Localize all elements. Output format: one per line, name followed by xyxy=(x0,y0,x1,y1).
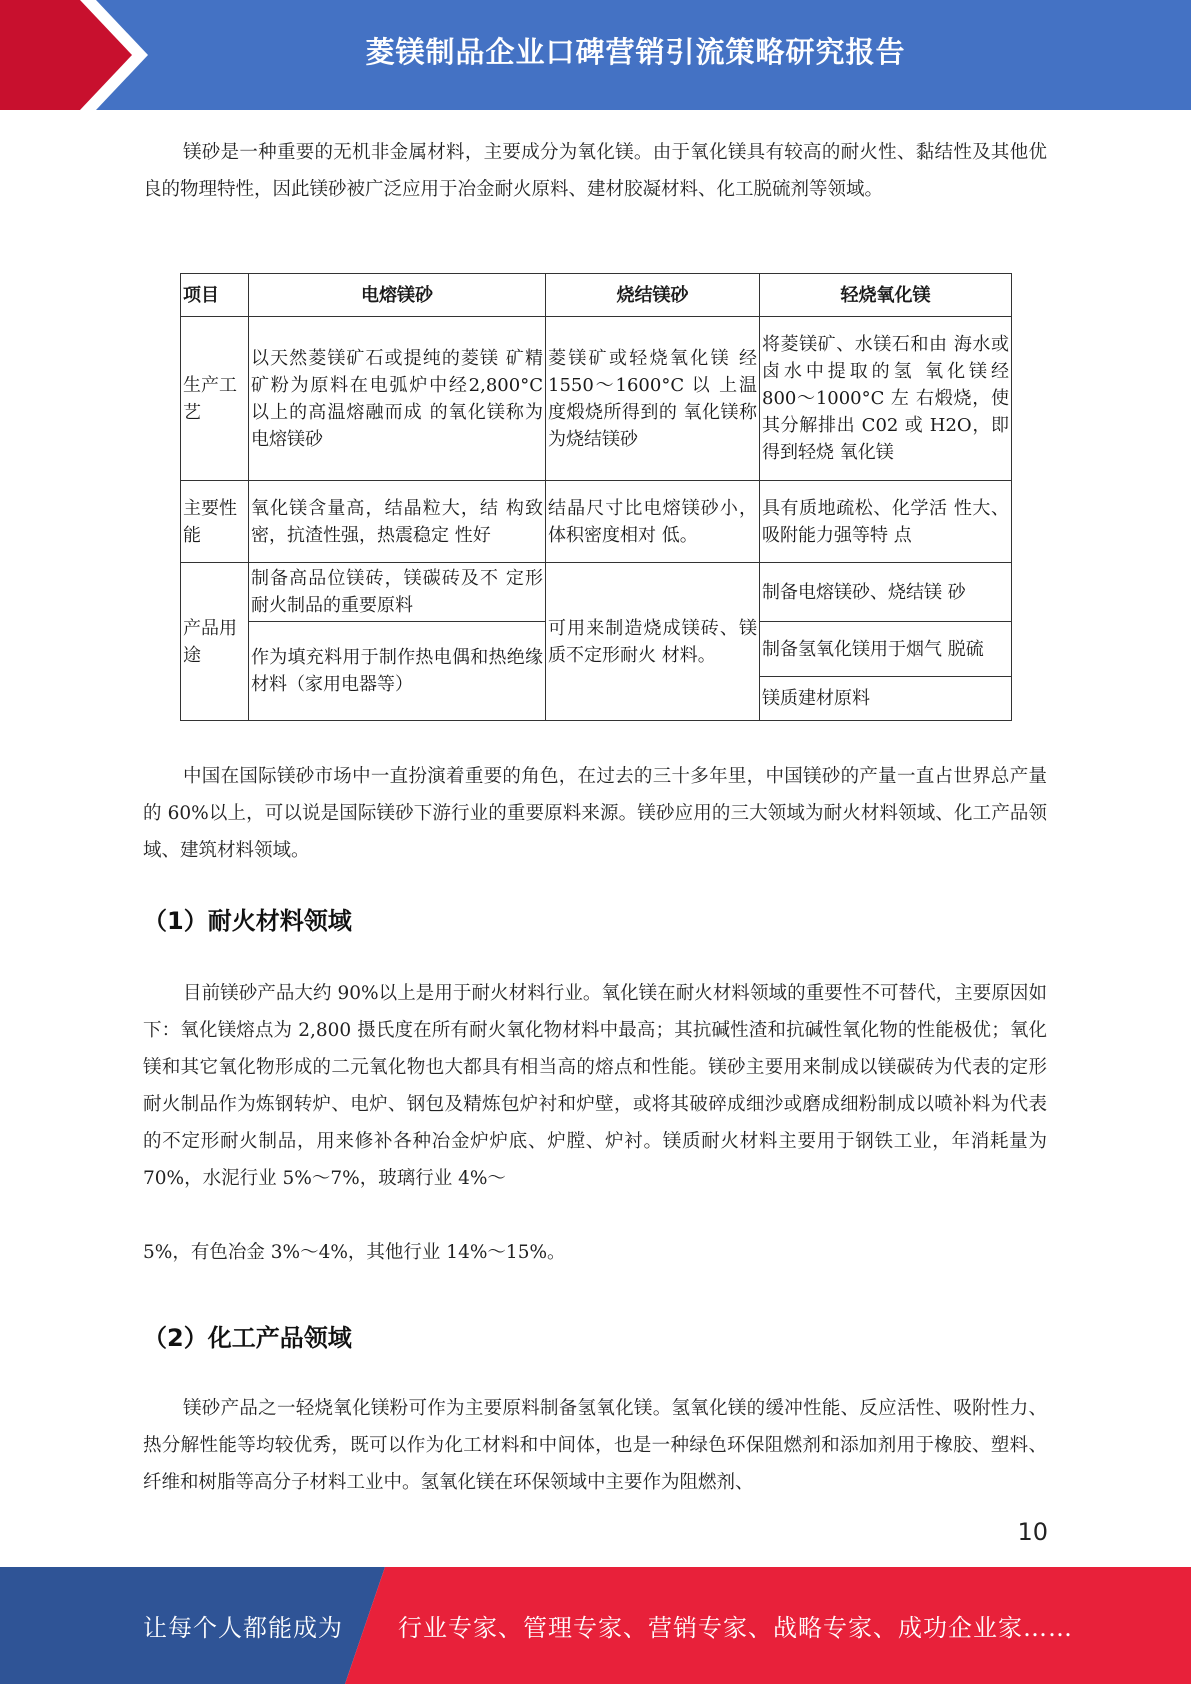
intro-section xyxy=(143,134,1047,208)
header-chevron-decoration xyxy=(0,0,160,110)
table-row-process xyxy=(181,317,1012,481)
section-1-heading-wrap xyxy=(143,901,1047,936)
page-footer xyxy=(0,1567,1191,1684)
cell-process-light: 将菱镁矿、水镁石和由 海水或卤水中提取的氢 氧化镁经800〜1000°C 左 右煅烧，使其分解排出 C02 或 H2O，即得到轻烧 氧化镁 xyxy=(760,317,1012,481)
section-heading-refractory: （1）耐火材料领域 xyxy=(143,907,352,935)
page-number: 10 xyxy=(1017,1518,1048,1546)
market-paragraph: 中国在国际镁砂市场中一直扮演着重要的角色，在过去的三十多年里，中国镁砂的产量一直占世界总产量的 60%以上，可以说是国际镁砂下游行业的重要原料来源。镁砂应用的三大领域为耐火材料领域、化工产品领域、建筑材料领域。 xyxy=(143,766,1047,861)
cell-performance-fused: 氧化镁含量高，结晶粒大，结 构致密，抗渣性强，热震稳定 性好 xyxy=(249,481,546,563)
cell-usage-light-3: 镁质建材原料 xyxy=(760,677,1012,721)
cell-usage-sintered: 可用来制造烧成镁砖、镁质不定形耐火 材料。 xyxy=(546,563,760,721)
market-section xyxy=(143,758,1047,869)
cell-usage-light-1: 制备电熔镁砂、烧结镁 砂 xyxy=(760,563,1012,622)
cell-usage-light-2: 制备氢氧化镁用于烟气 脱硫 xyxy=(760,622,1012,677)
section-1-body xyxy=(143,975,1047,1197)
table-header-light: 轻烧氧化镁 xyxy=(760,274,1012,317)
chemical-paragraph: 镁砂产品之一轻烧氧化镁粉可作为主要原料制备氢氧化镁。氢氧化镁的缓冲性能、反应活性、吸附性力、热分解性能等均较优秀，既可以作为化工材料和中间体，也是一种绿色环保阻燃剂和添加剂用于橡胶、塑料、纤维和树脂等高分子材料工业中。氢氧化镁在环保领域中主要作为阻燃剂、 xyxy=(143,1398,1047,1493)
table-header-fused: 电熔镁砂 xyxy=(249,274,546,317)
refractory-paragraph-continued: 5%，有色冶金 3%〜4%，其他行业 14%〜15%。 xyxy=(143,1242,566,1263)
refractory-paragraph: 目前镁砂产品大约 90%以上是用于耐火材料行业。氧化镁在耐火材料领域的重要性不可替代，主要原因如下：氧化镁熔点为 2,800 摄氏度在所有耐火氧化物材料中最高；其抗碱性渣和抗碱性氧化物的性能极优；氧化镁和其它氧化物形成的二元氧化物也大都具有相当高的熔点和性能。镁砂主要用来制成以镁碳砖为代表的定形耐火制品作为炼钢转炉、电炉、钢包及精炼包炉衬和炉壁，或将其破碎成细沙或磨成细粉制成以喷补料为代表的不定形耐火制品，用来修补各种冶金炉炉底、炉膛、炉衬。镁质耐火材料主要用于钢铁工业，年消耗量为 70%，水泥行业 5%〜7%，玻璃行业 4%〜 xyxy=(143,983,1047,1189)
row-label-process: 生产工艺 xyxy=(181,317,249,481)
section-2-heading-wrap xyxy=(143,1318,1047,1353)
footer-slogan-left: 让每个人都能成为 xyxy=(143,1614,343,1642)
cell-usage-fused-1: 制备高品位镁砖，镁碳砖及不 定形耐火制品的重要原料 xyxy=(249,563,546,622)
table-header-row xyxy=(181,274,1012,317)
cell-performance-light: 具有质地疏松、化学活 性大、吸附能力强等特 点 xyxy=(760,481,1012,563)
section-1-body-continued xyxy=(143,1234,1047,1271)
row-label-usage: 产品用途 xyxy=(181,563,249,721)
table-row-usage-1 xyxy=(181,563,1012,622)
row-label-performance: 主要性能 xyxy=(181,481,249,563)
section-2-body xyxy=(143,1390,1047,1501)
report-title: 菱镁制品企业口碑营销引流策略研究报告 xyxy=(365,34,906,69)
table-header-sintered: 烧结镁砂 xyxy=(546,274,760,317)
cell-process-fused: 以天然菱镁矿石或提纯的菱镁 矿精矿粉为原料在电弧炉中经2,800°C 以上的高温熔融而成 的氧化镁称为电熔镁砂 xyxy=(249,317,546,481)
magnesia-comparison-table xyxy=(180,273,1012,721)
cell-process-sintered: 菱镁矿或轻烧氧化镁 经1550〜1600°C 以 上温度煅烧所得到的 氧化镁称为烧结镁砂 xyxy=(546,317,760,481)
cell-performance-sintered: 结晶尺寸比电熔镁砂小，体积密度相对 低。 xyxy=(546,481,760,563)
table-header-item: 项目 xyxy=(181,274,249,317)
page-header xyxy=(0,0,1191,110)
table-row-performance xyxy=(181,481,1012,563)
footer-slogan-right: 行业专家、管理专家、营销专家、战略专家、成功企业家…… xyxy=(398,1614,1073,1642)
cell-usage-fused-2: 作为填充料用于制作热电偶和热绝缘材料（家用电器等） xyxy=(249,622,546,721)
intro-paragraph: 镁砂是一种重要的无机非金属材料，主要成分为氧化镁。由于氧化镁具有较高的耐火性、黏结性及其他优良的物理特性，因此镁砂被广泛应用于冶金耐火原料、建材胶凝材料、化工脱硫剂等领域。 xyxy=(143,142,1047,200)
section-heading-chemical: （2）化工产品领域 xyxy=(143,1324,352,1352)
